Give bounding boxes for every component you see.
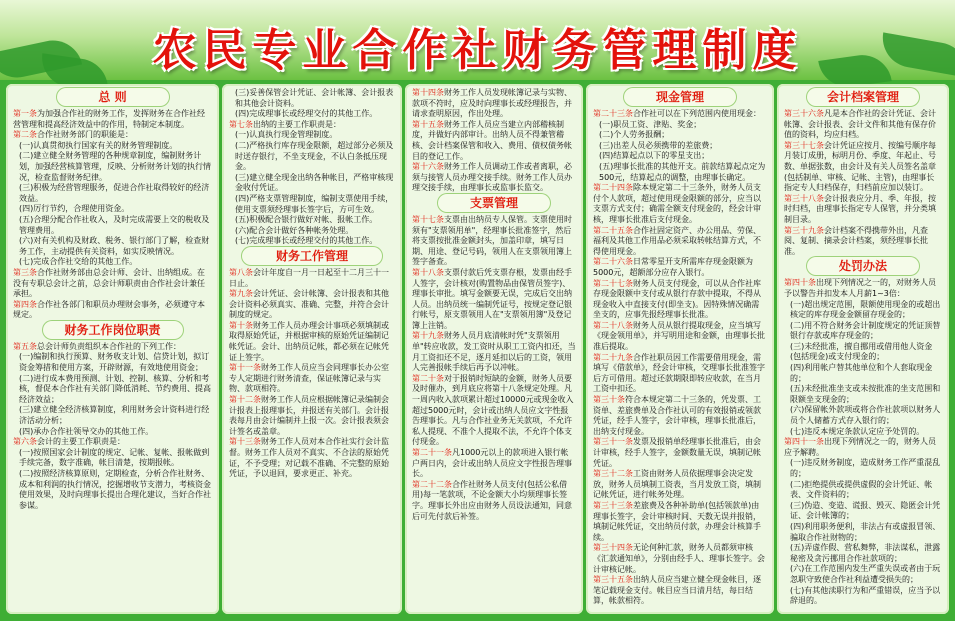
article-number: 第二十四条 bbox=[593, 183, 633, 193]
article-number: 第十九条 bbox=[412, 331, 444, 341]
section-heading: 财务工作岗位职责 bbox=[43, 321, 183, 339]
article-paragraph bbox=[13, 268, 212, 300]
article-text: 财务工作人员调动工作或者离职，必须与接管人员办理交接手续。财务工作人员办理交接手续，由理事长或监事长监交。 bbox=[412, 162, 572, 193]
article-text: (四)利用职务便利，非法占有或虚报冒领、骗取合作社财物的； bbox=[790, 521, 941, 542]
article-number: 第二十六条 bbox=[593, 257, 633, 267]
article-number: 第三十八条 bbox=[784, 193, 824, 203]
article-text: (七)违反本规定条款认定应予处罚的。 bbox=[790, 426, 925, 436]
article-text: (七)有其他渎职行为和严重错误，应当予以辞退的。 bbox=[790, 585, 941, 606]
clause-item bbox=[13, 469, 212, 511]
article-text: (五)积极配合银行做好对帐、报帐工作。 bbox=[235, 215, 378, 225]
article-text: (一)超出规定范围，限额使用现金的或超出核定的库存现金金额留存现金的； bbox=[790, 299, 941, 320]
article-text: 发票及报销单经理事长批准后，由会计审核，经手人签字，金额数量无误，填制记帐凭证。 bbox=[593, 437, 761, 468]
article-text: 出现下列情况之一的，财务人员应予解聘。 bbox=[784, 437, 936, 457]
article-paragraph bbox=[593, 321, 767, 353]
clause-item bbox=[229, 173, 395, 194]
article-text: 工资由财务人员依据理事会决定发放，财务人员填制工资表，当月发放工资，填制记帐凭证，进行帐务处理。 bbox=[593, 469, 761, 500]
article-number: 第一条 bbox=[13, 109, 37, 118]
clause-item bbox=[593, 130, 767, 141]
article-text: 会计年度自一月一日起至十二月三十一日止。 bbox=[229, 267, 389, 288]
article-text: (二)建立健全财务管理的各种规章制度，编制财务计划，加强经营核算管理，反映、分析财务计划的执行情况，检查监督财务纪律。 bbox=[19, 151, 211, 182]
article-text: (三)建立健全现金出纳各种帐目，严格审核现金收付凭证。 bbox=[235, 172, 394, 193]
article-number: 第三条 bbox=[13, 267, 37, 277]
clause-item bbox=[784, 363, 942, 384]
clause-item bbox=[229, 130, 395, 141]
clause-item bbox=[784, 321, 942, 342]
article-number: 第二十五条 bbox=[593, 225, 633, 235]
article-number: 第三十五条 bbox=[593, 575, 633, 585]
article-text: 财务工作人员应当会同理事长办公室专人定期进行财务清查，保证帐簿记录与实物、款项相符。 bbox=[229, 363, 389, 394]
clause-item bbox=[593, 151, 767, 162]
title-banner bbox=[0, 0, 955, 80]
article-paragraph bbox=[412, 268, 576, 332]
article-paragraph bbox=[593, 395, 767, 437]
article-text: 为加强合作社的财务工作，发挥财务在合作社经营管理和提高经济效益中的作用，特制定本制度。 bbox=[13, 109, 205, 129]
article-text: (一)编制和执行预算、财务收支计划、信贷计划，拟订资金筹措和使用方案，开辟财源，有效地使用资金； bbox=[19, 352, 210, 373]
article-text: (五)合理分配合作社收入，及时完成需要上交的税收及管理费用。 bbox=[19, 214, 210, 235]
column-financial-management bbox=[222, 84, 402, 614]
article-paragraph bbox=[784, 194, 942, 226]
clause-item bbox=[13, 183, 212, 204]
article-number: 第十五条 bbox=[412, 119, 444, 129]
article-text: (一)认真贯彻执行国家有关的财务管理制度。 bbox=[19, 140, 178, 150]
article-paragraph bbox=[412, 331, 576, 373]
clause-item bbox=[593, 141, 767, 152]
clause-item bbox=[13, 204, 212, 215]
article-text: 合作社财务部由总会计师、会计、出纳组成。在没有专职总会计之前，总会计师职责由合作社会计兼任承担。 bbox=[13, 267, 205, 299]
clause-item bbox=[784, 384, 942, 405]
article-text: (四)严格支票管理制度，编制支票使用手续，使用支票须经理事长签字后，方可生效。 bbox=[235, 193, 394, 214]
article-paragraph bbox=[229, 120, 395, 131]
clause-item bbox=[229, 194, 395, 215]
article-paragraph bbox=[229, 268, 395, 289]
article-number: 第三十九条 bbox=[784, 225, 824, 235]
clause-item bbox=[13, 405, 212, 426]
article-text: (六)对有关机构及财政、税务、银行部门了解，检查财务工作，主动提供有关资料，如实反映情况。 bbox=[19, 236, 210, 256]
article-paragraph bbox=[593, 353, 767, 395]
article-text: (二)按照经济核算原则，定期检查，分析合作社财务、成本和利润的执行情况，挖掘增收节支潜力，考核资金使用效果，及时向理事长提出合理化建议，当好合作社参谋。 bbox=[19, 469, 211, 510]
article-paragraph bbox=[229, 395, 395, 437]
section-heading: 会计档案管理 bbox=[807, 88, 919, 106]
article-text: (二)严格执行库存现金限额，超过部分必须及时送存银行，不坐支现金，不认白条抵压现金。 bbox=[235, 140, 394, 172]
article-number: 第二十九条 bbox=[593, 352, 633, 362]
article-text: 会计档案不得携带外出，凡查阅、复制、摘录会计档案，须经理事长批准。 bbox=[784, 225, 928, 256]
clause-item bbox=[784, 586, 942, 607]
article-text: 财务工作人员应当建立内部稽核制度，并做好内部审计。出纳人员不得兼管稽核、会计档案保管和收入、费用、债权债务帐目的登记工作。 bbox=[412, 119, 572, 161]
article-number: 第十条 bbox=[229, 320, 253, 330]
clause-item bbox=[13, 257, 212, 268]
article-paragraph bbox=[593, 109, 767, 120]
article-text: (七)完成合作社交给的其他工作。 bbox=[19, 257, 138, 267]
article-text: 会计的主要工作职责是： bbox=[37, 437, 125, 447]
clause-item bbox=[13, 215, 212, 236]
clause-item bbox=[784, 501, 942, 522]
article-text: 出现下列情况之一的，对财务人员予以警告并扣发本人月薪1~3倍： bbox=[784, 278, 936, 298]
article-text: (一)违反财务制度，造成财务工作严重混乱的； bbox=[790, 458, 941, 478]
article-number: 第八条 bbox=[229, 267, 253, 277]
article-number: 第二十二条 bbox=[412, 479, 452, 489]
article-paragraph bbox=[593, 543, 767, 575]
article-text: 无论何种汇款，财务人员都须审核《汇款通知单》，分别由经手人、理事长签字。会计审核记帐。 bbox=[593, 543, 765, 574]
article-text: 符合本规定第二十三条的，凭发票、工资单、差旅费单及合作社认可的有效报销或领款凭证，经手人签字，会计审核，理事长批准后，出纳支付现金。 bbox=[593, 395, 761, 436]
clause-item bbox=[13, 352, 212, 373]
clause-item bbox=[784, 543, 942, 564]
article-text: (七)完成理事长或经理交付的其他工作。 bbox=[235, 236, 378, 246]
article-number: 第六条 bbox=[13, 437, 37, 447]
clause-item bbox=[13, 374, 212, 406]
article-text: 出纳人员应当建立健全现金帐目，逐笔记载现金支付。帐目应当日清月结，每日结算，帐款相符。 bbox=[593, 575, 761, 606]
article-paragraph bbox=[412, 88, 576, 120]
section-heading: 财务工作管理 bbox=[242, 247, 382, 265]
article-paragraph bbox=[784, 141, 942, 194]
article-paragraph bbox=[412, 215, 576, 268]
article-text: 合作社固定资产、办公用品、劳保、福利及其他工作用品必须采取转帐结算方式，不得使用现金。 bbox=[593, 225, 761, 256]
article-number: 第二十七条 bbox=[593, 278, 633, 288]
article-number: 第十七条 bbox=[412, 214, 444, 224]
article-text: 总会计师负责组织本合作社的下列工作： bbox=[37, 341, 181, 351]
clause-item bbox=[229, 88, 395, 109]
article-text: (三)未经批准，擅自挪用或借用他人资金(包括现金)或支付现金的； bbox=[790, 341, 933, 362]
article-paragraph bbox=[412, 480, 576, 522]
article-text: (三)妥善保管会计凭证、会计帐簿、会计报表和其他会计资料。 bbox=[235, 88, 394, 108]
article-number: 第四十一条 bbox=[784, 437, 824, 447]
article-text: 会计凭证应按月、按编号顺序每月装订成册，标明月份、季度、年起止、号数、单据张数，由会计及有关人员签名盖章(包括制单、审核、记帐、主管)，由理事长指定专人归档保存，归档前应加以装订。 bbox=[784, 140, 936, 193]
article-number: 第十四条 bbox=[412, 88, 444, 97]
article-text: 合作社职员因工作需要借用现金，需填写《借款单》，经会计审核，交理事长批准签字后方可借用。超过还款期限即转应收款，在当月工资中扣还。 bbox=[593, 352, 765, 394]
article-text: 对于报销时短缺的金额，财务人员要及时催办，到月底应将第十八条规定处理。凡一周内收入款项累计超过10000元或现金收入超过5000元时，会计或出纳人员应文字性报告理事长。凡与合作社业务无关款项，不允许私人提现、不准个人提取不法，不允许个体支付现金。 bbox=[412, 373, 574, 447]
clause-item bbox=[229, 226, 395, 237]
article-number: 第四十条 bbox=[784, 278, 816, 288]
article-number: 第三十六条 bbox=[784, 109, 824, 118]
page-title: 农民专业合作社财务管理制度 bbox=[152, 25, 803, 76]
article-paragraph bbox=[13, 130, 212, 141]
section-heading: 现金管理 bbox=[624, 88, 736, 106]
column-check-management bbox=[405, 84, 583, 614]
article-number: 第三十一条 bbox=[593, 437, 633, 447]
article-text: (四)结算起点以下的零星支出； bbox=[599, 151, 710, 161]
article-paragraph bbox=[593, 437, 767, 469]
article-number: 第四条 bbox=[13, 299, 37, 309]
article-text: (四)完成理事长或经理交付的其他工作。 bbox=[235, 109, 378, 119]
section-heading: 总 则 bbox=[57, 88, 169, 106]
article-text: (二)用不符合财务会计制度规定的凭证顶替银行存款或库存现金的； bbox=[790, 320, 941, 341]
article-paragraph bbox=[13, 109, 212, 130]
section-heading: 处罚办法 bbox=[807, 257, 919, 275]
article-text: (五)理事长批准的其他开支。前款结算起点定为500元，结算起点的调整，由理事长确定。 bbox=[599, 161, 766, 182]
clause-item bbox=[13, 236, 212, 257]
article-number: 第十六条 bbox=[412, 162, 444, 172]
article-paragraph bbox=[593, 575, 767, 607]
clause-item bbox=[593, 162, 767, 183]
article-number: 第二条 bbox=[13, 130, 37, 140]
article-text: (六)在工作范围内发生严重失误或者由于玩忽职守致使合作社利益遭受损失的； bbox=[790, 564, 941, 584]
clause-item bbox=[784, 564, 942, 585]
clause-item bbox=[784, 300, 942, 321]
article-text: (一)按照国家会计制度的规定、记帐、复帐、报帐做到手续完备，数字准确，帐目清楚，按期报帐。 bbox=[19, 447, 210, 468]
article-number: 第二十一条 bbox=[412, 448, 452, 457]
clause-item bbox=[229, 141, 395, 173]
article-text: 财务工作人员对本合作社实行会计监督。财务工作人员对不真实、不合法的原始凭证，不予受理；对记载不准确、不完整的原始凭证，予以退回，要求更正、补充。 bbox=[229, 437, 389, 479]
article-paragraph bbox=[412, 374, 576, 448]
article-text: (二)个人劳务报酬； bbox=[599, 130, 670, 140]
article-paragraph bbox=[13, 437, 212, 448]
clause-item bbox=[784, 522, 942, 543]
article-number: 第三十七条 bbox=[784, 140, 824, 150]
article-number: 第二十条 bbox=[412, 373, 444, 383]
article-text: 财务人员从银行提取现金，应当填写《现金领用单》，并写明用途和金额，由理事长批准后提取。 bbox=[593, 320, 765, 352]
article-paragraph bbox=[593, 501, 767, 543]
article-text: 会计报表应分月、季、年报，按时归档，由理事长指定专人保管，并分类填制目录。 bbox=[784, 193, 936, 224]
article-text: 合作社财务部门的职能是： bbox=[37, 130, 133, 140]
article-text: 会计凭证、会计帐簿、会计报表和其他会计资料必须真实、准确、完整，并符合会计制度的规定。 bbox=[229, 289, 389, 320]
clause-item bbox=[784, 458, 942, 479]
article-number: 第三十条 bbox=[593, 395, 625, 405]
article-text: (五)弄虚作假、营私舞弊，非法谋私，泄露秘密及贪污挪用合作社款项的； bbox=[790, 543, 941, 563]
article-paragraph bbox=[412, 162, 576, 194]
article-paragraph bbox=[13, 342, 212, 353]
article-text: 财务工作人员办理会计事项必须填制或取得原始凭证，并根据审核的原始凭证编制记帐凭证。会计、出纳员记帐，都必须在记帐凭证上签字。 bbox=[229, 320, 389, 362]
article-paragraph bbox=[593, 257, 767, 278]
article-number: 第十三条 bbox=[229, 437, 261, 447]
clause-item bbox=[13, 427, 212, 438]
article-text: (六)保留帐外款项或将合作社款项以财务人员个人储蓄方式存入银行的； bbox=[790, 405, 941, 426]
article-number: 第三十二条 bbox=[593, 469, 633, 479]
article-number: 第七条 bbox=[229, 119, 253, 129]
clause-item bbox=[229, 215, 395, 226]
clause-item bbox=[784, 480, 942, 501]
article-paragraph bbox=[593, 183, 767, 225]
clause-item bbox=[784, 405, 942, 426]
article-text: 日常零星开支所需库存现金限额为5000元，超额部分应存入银行。 bbox=[593, 257, 753, 277]
article-number: 第十一条 bbox=[229, 363, 261, 373]
article-text: 财务人员支付现金，可以从合作社库存现金限额中支付或从银行存款中提取，不得从现金收入中直接支付(即坐支)。因特殊情况确需坐支的，应事先报经理事长批准。 bbox=[593, 278, 761, 320]
clause-item bbox=[784, 342, 942, 363]
article-text: (二)拒绝提供或提供虚假的会计凭证、帐表、文件资料的； bbox=[790, 479, 933, 500]
article-text: 财务工作人员发现帐簿记录与实物、款项不符时，应及时向理事长或经理报告，并请求查明原因，作出处理。 bbox=[412, 88, 572, 119]
clause-item bbox=[229, 109, 395, 120]
article-text: (三)积极为经营管理服务，促进合作社取得较好的经济效益。 bbox=[19, 183, 210, 203]
article-text: 除本规定第二十三条外，财务人员支付个人款项，超过使用现金限额的部分，应当以支票方式支付；确需全额支付现金的，经会计审核，理事长批准后支付现金。 bbox=[593, 183, 761, 224]
article-text: 合作社各部门和职员办理财会事务，必须遵守本规定。 bbox=[13, 299, 205, 320]
article-text: (三)建立健全经济核算制度，利用财务会计资料进行经济活动分析； bbox=[19, 405, 210, 426]
article-text: (三)伪造、变造、谎报、毁灭、隐匿会计凭证、会计帐簿的； bbox=[790, 500, 941, 521]
article-paragraph bbox=[784, 226, 942, 258]
article-number: 第九条 bbox=[229, 289, 253, 299]
section-heading: 支票管理 bbox=[438, 194, 550, 212]
article-text: (三)出差人员必须携带的差旅费； bbox=[599, 140, 718, 150]
article-text: 出纳的主要工作职责是： bbox=[253, 119, 341, 129]
article-number: 第二十八条 bbox=[593, 320, 633, 330]
article-number: 第十八条 bbox=[412, 267, 444, 277]
article-number: 第十二条 bbox=[229, 395, 261, 405]
article-text: (二)进行成本费用预测、计划、控制、核算、分析和考核，督促本合作社有关部门降低消耗、节约费用、提高经济效益； bbox=[19, 373, 211, 404]
article-text: (一)职员工资、津贴、奖金； bbox=[599, 119, 702, 129]
clause-item bbox=[593, 120, 767, 131]
article-paragraph bbox=[229, 437, 395, 479]
article-paragraph bbox=[412, 120, 576, 162]
article-number: 第三十三条 bbox=[593, 500, 633, 510]
article-text: 差旅费及各种补助单(包括领款单)由理事长签字，会计审核时间、天数无误并报销，填制记帐凭证，交出纳员付款，办理会计核算手续。 bbox=[593, 500, 761, 542]
article-text: 合作社可以在下列范围内使用现金： bbox=[633, 109, 761, 118]
clause-item bbox=[13, 448, 212, 469]
article-paragraph bbox=[412, 448, 576, 480]
clause-item bbox=[13, 141, 212, 152]
article-text: 合作社财务人员支付(包括公私借用)每一笔款项，不论金额大小均须理事长签字。理事长外出应由财务人员设法通知，同意后可先付款后补签。 bbox=[412, 479, 572, 521]
article-text: (四)承办合作社领导交办的其他工作。 bbox=[19, 426, 154, 436]
article-paragraph bbox=[229, 363, 395, 395]
clause-item bbox=[229, 236, 395, 247]
column-archives-and-penalties bbox=[777, 84, 949, 614]
article-text: 支票由出纳员专人保管。支票使用时须有"支票领用单"，经理事长批准签字，然后将支票按批准金额封头，加盖印章，填写日期、用途、登记号码，领用人在支票领用簿上签字备查。 bbox=[412, 214, 572, 267]
article-number: 第三十四条 bbox=[593, 543, 633, 553]
article-paragraph bbox=[229, 321, 395, 363]
article-paragraph bbox=[784, 437, 942, 458]
article-text: 财务人员月底清帐时凭"支票领用单"转应收款，发工资时从职工工资内扣还，当月工资扣还不足，逐月延扣以后的工资，领用人完善报帐手续后再予以冲帐。 bbox=[412, 331, 576, 373]
article-text: (四)利用帐户替其他单位和个人套取现金的； bbox=[790, 363, 933, 383]
article-text: (四)厉行节约，合理使用资金。 bbox=[19, 204, 130, 214]
article-paragraph bbox=[229, 289, 395, 321]
clause-item bbox=[13, 151, 212, 183]
article-paragraph bbox=[784, 109, 942, 141]
article-paragraph bbox=[593, 279, 767, 321]
article-paragraph bbox=[784, 278, 942, 299]
article-paragraph bbox=[593, 226, 767, 258]
article-paragraph bbox=[13, 300, 212, 321]
article-text: 支票付款后凭支票存根，发票由经手人签字，会计核对(购置物品由保管员签字)、理事长审批。填写金额要无误，完成后交出纳人员。出纳员统一编制凭证号，按规定登记银行帐号，原支票领用人在"支票领用簿"及登记簿上注销。 bbox=[412, 267, 572, 330]
article-text: (五)未经批准坐支或未按批准的坐支范围和限额坐支现金的； bbox=[790, 384, 941, 404]
article-text: (六)配合会计做好各种帐务处理。 bbox=[235, 225, 354, 235]
column-cash-management bbox=[586, 84, 774, 614]
article-text: 凡是本合作社的会计凭证、会计帐簿、会计报表、会计文件和其他有保存价值的资料，均应归档。 bbox=[784, 109, 936, 140]
article-text: 财务工作人员应根据帐簿记录编制会计报表上报理事长，并报送有关部门。会计报表每月由会计编制并上报一次。会计报表须会计签名或盖章。 bbox=[229, 395, 389, 436]
article-text: (一)认真执行现金管理制度。 bbox=[235, 130, 338, 140]
article-number: 第五条 bbox=[13, 341, 37, 351]
article-number: 第二十三条 bbox=[593, 109, 633, 118]
article-paragraph bbox=[593, 469, 767, 501]
article-text: 凡1000元以上的款项进入银行帐户两日内，会计或出纳人员应文字性报告理事长。 bbox=[412, 448, 572, 479]
clause-item bbox=[784, 427, 942, 438]
column-general-and-duties bbox=[6, 84, 219, 614]
